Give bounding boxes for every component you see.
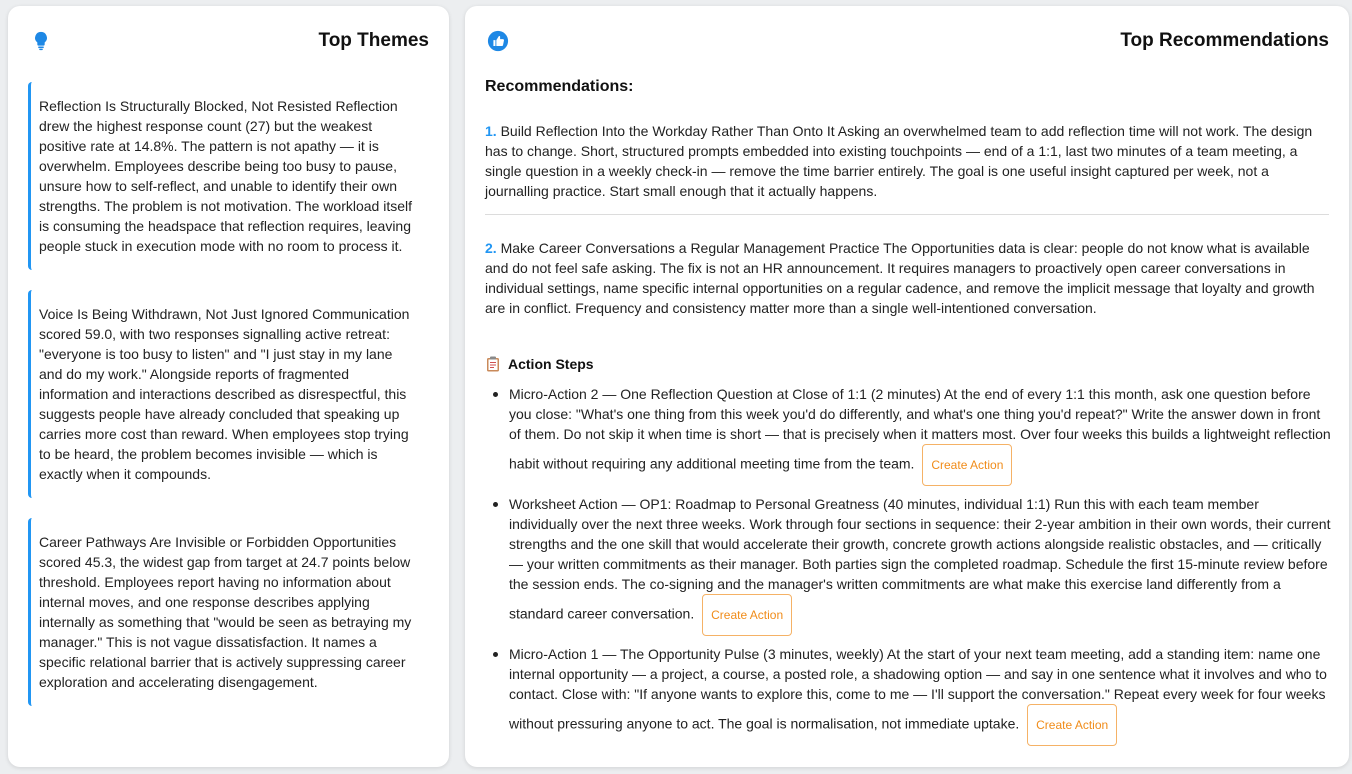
action-steps-label: Action Steps [508,356,594,372]
lightbulb-icon [30,30,52,52]
bullet [493,502,498,507]
recommendation-text: Build Reflection Into the Workday Rather Than Onto It Asking an overwhelmed team to add reflection time will not work. The design has to change. Short, structured prompts embedded into existing touchpoints — end of a 1:1, last two minutes of a team meeting, a single question in a weekly check-in — remove the time barrier entirely. The goal is one useful insight captured per week, not a journalling practice. Start small enough that it actually happens. [485,123,1313,199]
theme-text: Voice Is Being Withdrawn, Not Just Ignored Communication scored 59.0, with two responses signalling active retreat: "everyone is too busy to listen" and "I just stay in my lane and do my work." Alongside reports of fragmented information and interactions described as disrespectful, this suggests people have already concluded that speaking up carries more cost than reward. When employees stop trying to be heard, the problem becomes invisible — which is exactly when it compounds. [39,306,410,482]
theme-item [28,518,429,706]
create-action-button[interactable]: Create Action [702,594,792,636]
theme-item [28,290,429,498]
top-themes-card [8,6,449,767]
recommendation-number: 2. [485,240,497,256]
theme-item [28,82,429,270]
recommendations-heading: Recommendations: [485,78,634,95]
recommendation-item [485,238,1329,318]
top-recommendations-card [465,6,1349,767]
clipboard-icon [486,356,500,372]
recommendation-text: Make Career Conversations a Regular Management Practice The Opportunities data is clear: people do not know what is available and do not feel safe asking. The fix is not an HR announcement. It requires managers to proactively open career conversations in individual settings, name specific internal opportunities on a regular cadence, and remove the implicit message that loyalty and growth are in conflict. Frequency and consistency matter more than a single well-intentioned conversation. [485,240,1315,316]
action-step-item [509,644,1331,746]
thumbs-up-icon [487,30,509,52]
recommendation-item [485,121,1329,201]
action-step-item [509,494,1331,636]
top-recommendations-title: Top Recommendations [1120,30,1329,51]
action-step-text: Micro-Action 2 — One Reflection Question at Close of 1:1 (2 minutes) At the end of every 1:1 this month, ask one question before you close: "What's one thing from this week you'd do differently, and what's one thing you'd repeat?" Write the answer down in front of them. Do not skip it when time is short — that is precisely when it matters most. Over four weeks this builds a lightweight reflection habit without requiring any additional meeting time from the team. [509,386,1331,472]
action-step-item [509,384,1331,486]
recommendation-number: 1. [485,123,497,139]
bullet [493,392,498,397]
divider [485,214,1329,215]
top-themes-title: Top Themes [318,30,429,51]
action-steps-heading [486,356,594,372]
theme-text: Career Pathways Are Invisible or Forbidden Opportunities scored 45.3, the widest gap from target at 24.7 points below threshold. Employees report having no information about internal moves, and one response describes applying internally as something that "would be seen as betraying my manager." This is not vague dissatisfaction. It names a specific relational barrier that is actively suppressing career exploration and accelerating disengagement. [39,534,412,690]
top-themes-header [8,28,449,56]
create-action-button[interactable]: Create Action [1027,704,1117,746]
action-step-text: Micro-Action 1 — The Opportunity Pulse (3 minutes, weekly) At the start of your next team meeting, add a standing item: name one internal opportunity — a project, a course, a posted role, a shadowing option — and say in one sentence what it involves and who to contact. Close with: "If anyone wants to explore this, come to me — I'll support the conversation." Repeat every week for four weeks without pressuring anyone to act. The goal is normalisation, not immediate uptake. [509,646,1327,732]
theme-text: Reflection Is Structurally Blocked, Not Resisted Reflection drew the highest response count (27) but the weakest positive rate at 14.8%. The pattern is not apathy — it is overwhelm. Employees describe being too busy to pause, unsure how to self-reflect, and unable to identify their own strengths. The problem is not motivation. The workload itself is consuming the headspace that reflection requires, leaving people stuck in execution mode with no room to process it. [39,98,412,254]
top-recommendations-header [465,28,1349,56]
action-step-text: Worksheet Action — OP1: Roadmap to Personal Greatness (40 minutes, individual 1:1) Run this with each team member individually over the next three weeks. Work through four sections in sequence: their 2-year ambition in their own words, their current strengths and the one skill that would accelerate their growth, concrete growth actions alongside realistic obstacles, and — critically — your written commitments as their manager. Both parties sign the completed roadmap. Schedule the first 15-minute review before the session ends. The co-signing and the manager's written commitments are what make this exercise land differently from a standard career conversation. [509,496,1331,622]
create-action-button[interactable]: Create Action [922,444,1012,486]
bullet [493,652,498,657]
